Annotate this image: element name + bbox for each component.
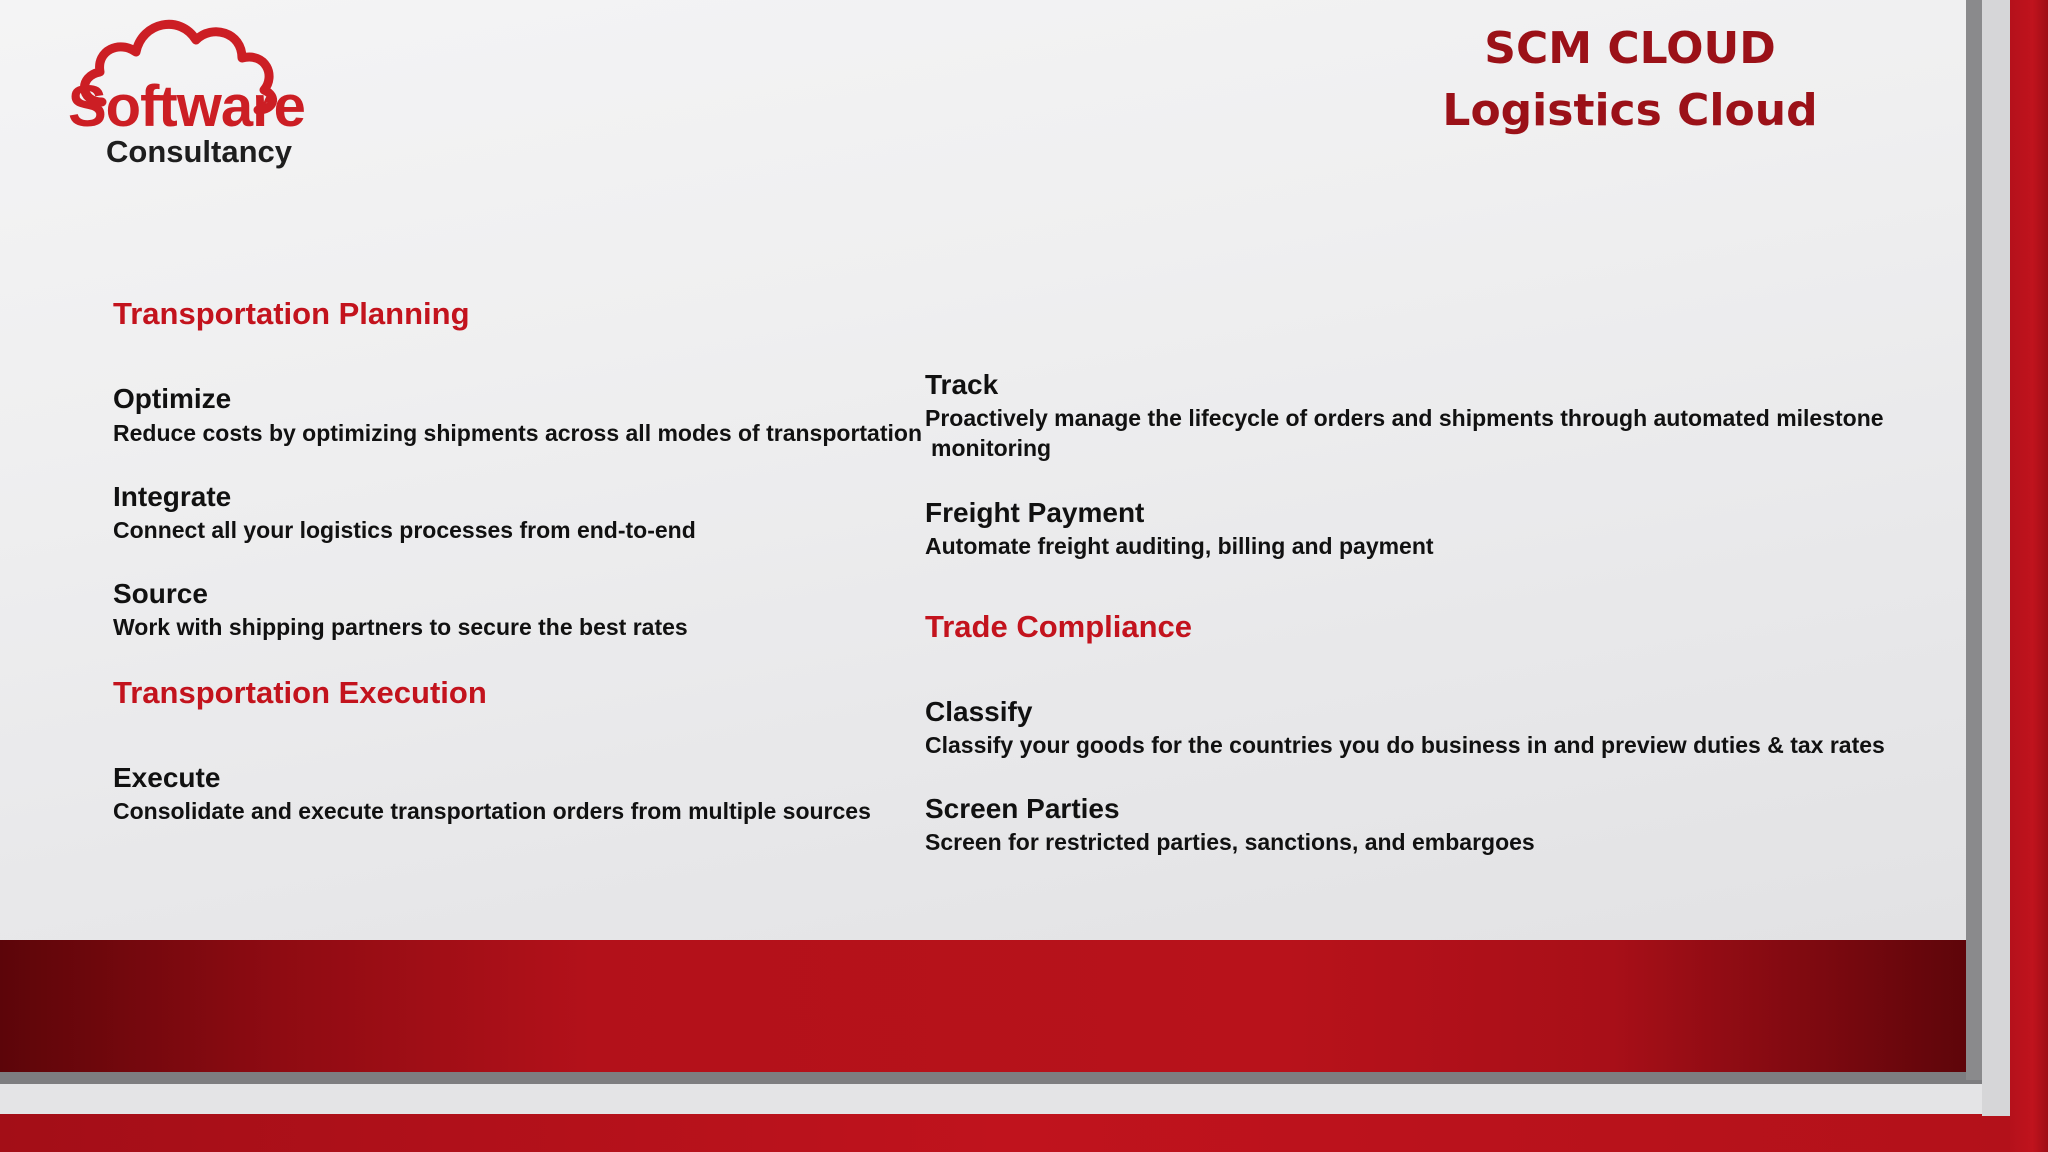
item-title-source: Source	[113, 578, 208, 609]
section-title-transportation-planning: Transportation Planning	[113, 296, 470, 331]
item-title-freight-payment: Freight Payment	[925, 497, 1145, 528]
item-title-classify: Classify	[925, 696, 1033, 727]
item-desc-source: Work with shipping partners to secure the best rates	[113, 614, 688, 640]
item-desc-track	[925, 403, 1885, 463]
item-desc-freight-payment: Automate freight auditing, billing and payment	[925, 533, 1434, 559]
logo-text-consultancy: Consultancy	[106, 134, 293, 169]
company-logo	[62, 10, 342, 170]
slide-title	[1440, 18, 1820, 142]
right-frame-red	[2010, 0, 2048, 1152]
slide-title-line1: SCM CLOUD	[1484, 23, 1776, 74]
slide-title-line2: Logistics Cloud	[1442, 85, 1818, 136]
section-title-transportation-execution: Transportation Execution	[113, 675, 487, 710]
item-desc-classify: Classify your goods for the countries you do business in and preview duties & tax rates	[925, 732, 1885, 758]
item-title-optimize: Optimize	[113, 383, 232, 414]
footer-grey-line	[0, 1072, 1982, 1084]
logo-text-software: Software	[68, 74, 305, 139]
item-desc-execute: Consolidate and execute transportation orders from multiple sources	[113, 798, 871, 824]
section-title-trade-compliance: Trade Compliance	[925, 609, 1193, 644]
item-title-track: Track	[925, 369, 999, 400]
item-title-integrate: Integrate	[113, 481, 232, 512]
footer-red-band	[0, 940, 1966, 1072]
footer-light-strip	[0, 1084, 2010, 1114]
right-frame-grey	[1966, 0, 1982, 1080]
item-title-screen-parties: Screen Parties	[925, 793, 1120, 824]
item-desc-screen-parties: Screen for restricted parties, sanctions, and embargoes	[925, 829, 1535, 855]
item-desc-track-line1: Proactively manage the lifecycle of orders and shipments through automated milestone	[925, 405, 1884, 431]
item-desc-track-line2: monitoring	[931, 435, 1052, 461]
right-frame-light	[1982, 0, 2010, 1116]
item-desc-integrate: Connect all your logistics processes from end-to-end	[113, 517, 696, 543]
item-desc-optimize: Reduce costs by optimizing shipments across all modes of transportation	[113, 420, 922, 446]
item-title-execute: Execute	[113, 762, 221, 793]
footer-red-strip	[0, 1114, 2010, 1152]
